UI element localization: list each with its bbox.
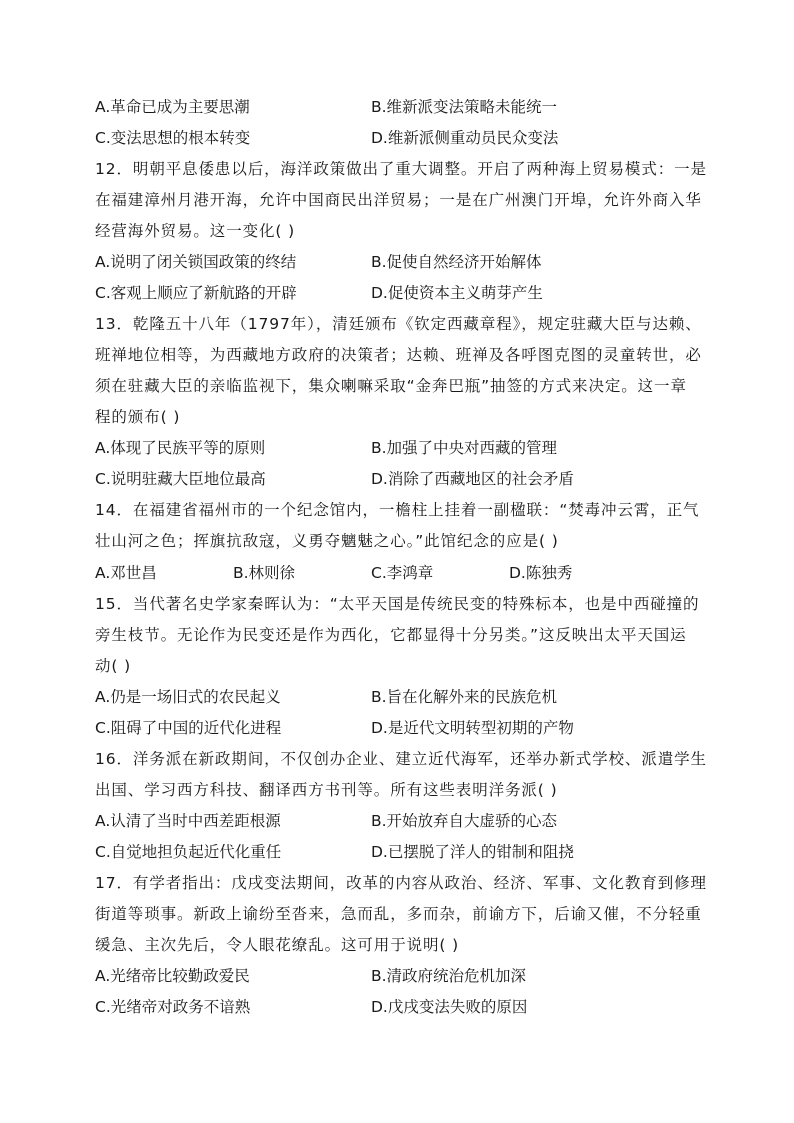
q17-option-a: A.光绪帝比较勤政爱民 <box>95 967 250 985</box>
q17-option-c: C.光绪帝对政务不谙熟 <box>95 998 251 1016</box>
q14-option-b: B.林则徐 <box>233 564 296 582</box>
q13-stem-line-3: 须在驻藏大臣的亲临监视下，集众喇嘛采取“金奔巴瓶”抽签的方式来决定。这一章 <box>95 377 687 395</box>
q13-stem-line-2: 班禅地位相等，为西藏地方政府的决策者；达赖、班禅及各呼图克图的灵童转世，必 <box>95 346 702 364</box>
q16-stem-line-2: 出国、学习西方科技、翻译西方书刊等。所有这些表明洋务派( ) <box>95 781 558 799</box>
prev-option-c: C.变法思想的根本转变 <box>95 129 251 147</box>
q12-stem-line-3: 经营海外贸易。这一变化( ) <box>95 222 296 240</box>
q14-option-d: D.陈独秀 <box>509 564 573 582</box>
q12-stem-line-2: 在福建漳州月港开海，允许中国商民出洋贸易；一是在广州澳门开埠，允许外商入华 <box>95 191 702 209</box>
q13-stem-line-4: 程的颁布( ) <box>95 408 181 426</box>
q12-option-c: C.客观上顺应了新航路的开辟 <box>95 284 297 302</box>
q13-option-a: A.体现了民族平等的原则 <box>95 439 266 457</box>
q15-option-d: D.是近代文明转型初期的产物 <box>371 719 574 737</box>
q14-option-a: A.邓世昌 <box>95 564 157 582</box>
q13-option-d: D.消除了西藏地区的社会矛盾 <box>371 470 574 488</box>
q17-stem-line-1: 17．有学者指出：戊戌变法期间，改革的内容从政治、经济、军事、文化教育到修理 <box>95 874 707 892</box>
q15-option-c: C.阻碍了中国的近代化进程 <box>95 719 282 737</box>
q14-option-c: C.李鸿章 <box>371 564 434 582</box>
q17-stem-line-2: 街道等琐事。新政上谕纷至沓来，急而乱，多而杂，前谕方下，后谕又催，不分轻重 <box>95 905 702 923</box>
q13-stem-line-1: 13．乾隆五十八年（1797年），清廷颁布《钦定西藏章程》，规定驻藏大臣与达赖、 <box>95 315 702 333</box>
q16-option-c: C.自觉地担负起近代化重任 <box>95 843 282 861</box>
q15-option-b: B.旨在化解外来的民族危机 <box>371 688 558 706</box>
prev-option-a: A.革命已成为主要思潮 <box>95 98 250 116</box>
q15-stem-line-2: 旁生枝节。无论作为民变还是作为西化，它都显得十分另类。”这反映出太平天国运 <box>95 626 687 644</box>
q14-stem-line-2: 壮山河之色；挥旗抗敌寇，义勇夺魑魅之心。”此馆纪念的应是( ) <box>95 532 559 550</box>
q13-option-c: C.说明驻藏大臣地位最高 <box>95 470 266 488</box>
q16-option-b: B.开始放弃自大虚骄的心态 <box>371 812 558 830</box>
prev-option-b: B.维新派变法策略未能统一 <box>371 98 558 116</box>
q15-option-a: A.仍是一场旧式的农民起义 <box>95 688 281 706</box>
q15-stem-line-3: 动( ) <box>95 657 132 675</box>
q12-stem-line-1: 12．明朝平息倭患以后，海洋政策做出了重大调整。开启了两种海上贸易模式：一是 <box>95 160 707 178</box>
q17-stem-line-3: 缓急、主次先后，令人眼花缭乱。这可用于说明( ) <box>95 936 460 954</box>
q16-stem-line-1: 16．洋务派在新政期间，不仅创办企业、建立近代海军，还举办新式学校、派遣学生 <box>95 750 707 768</box>
q16-option-a: A.认清了当时中西差距根源 <box>95 812 281 830</box>
prev-option-d: D.维新派侧重动员民众变法 <box>371 129 559 147</box>
q12-option-b: B.促使自然经济开始解体 <box>371 253 542 271</box>
q12-option-a: A.说明了闭关锁国政策的终结 <box>95 253 297 271</box>
q15-stem-line-1: 15．当代著名史学家秦晖认为：“太平天国是传统民变的特殊标本，也是中西碰撞的 <box>95 595 700 613</box>
q17-option-d: D.戊戌变法失败的原因 <box>371 998 528 1016</box>
q14-stem-line-1: 14．在福建省福州市的一个纪念馆内，一檐柱上挂着一副楹联：“焚毒冲云霄，正气 <box>95 501 700 519</box>
q12-option-d: D.促使资本主义萌芽产生 <box>371 284 543 302</box>
q16-option-d: D.已摆脱了洋人的钳制和阻挠 <box>371 843 574 861</box>
q17-option-b: B.清政府统治危机加深 <box>371 967 527 985</box>
q13-option-b: B.加强了中央对西藏的管理 <box>371 439 558 457</box>
